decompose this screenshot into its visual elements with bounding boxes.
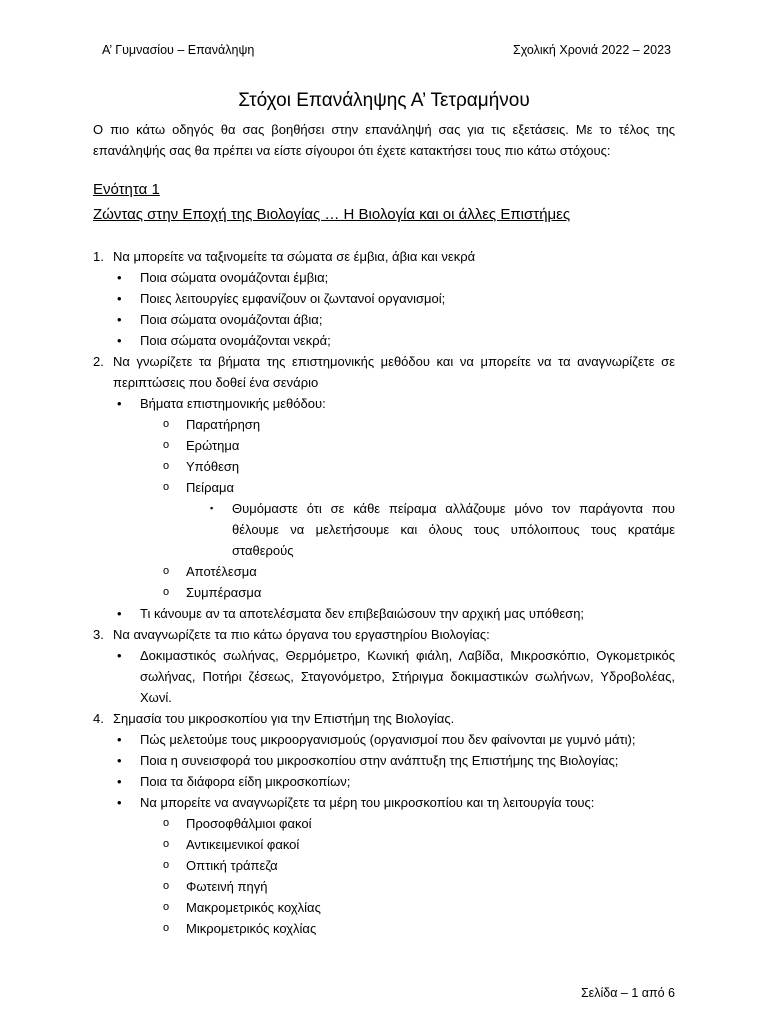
list-item — [93, 267, 675, 288]
objective-number: 2. — [93, 354, 104, 369]
circle-bullet-icon: o — [163, 481, 170, 493]
page-number: Σελίδα – 1 από 6 — [580, 986, 675, 1000]
microscope-part — [93, 897, 675, 918]
bullet-icon: • — [117, 795, 122, 810]
header-left-text: Α’ Γυμνασίου – Επανάληψη — [102, 43, 255, 57]
method-step — [93, 435, 675, 456]
objective-3 — [93, 624, 675, 645]
microscope-part-text: Προσοφθάλμιοι φακοί — [186, 816, 312, 831]
microscope-part-text: Μικρομετρικός κοχλίας — [186, 921, 317, 936]
page-header — [102, 43, 671, 61]
bullet-icon: • — [117, 774, 122, 789]
list-item-text: Ποια σώματα ονομάζονται νεκρά; — [140, 333, 331, 348]
microscope-part-text: Οπτική τράπεζα — [186, 858, 278, 873]
list-item — [93, 750, 675, 771]
objective-text: Να αναγνωρίζετε τα πιο κάτω όργανα του εργαστηρίου Βιολογίας: — [113, 627, 490, 642]
list-item — [93, 603, 675, 624]
bullet-icon: • — [117, 333, 122, 348]
circle-bullet-icon: o — [163, 901, 170, 913]
microscope-part — [93, 855, 675, 876]
bullet-icon: • — [117, 606, 122, 621]
method-step-text: Συμπέρασμα — [186, 585, 262, 600]
list-item — [93, 330, 675, 351]
method-step — [93, 414, 675, 435]
microscope-part-text: Αντικειμενικοί φακοί — [186, 837, 300, 852]
objective-text: Σημασία του μικροσκοπίου για την Επιστήμη της Βιολογίας. — [113, 711, 455, 726]
intro-paragraph: Ο πιο κάτω οδηγός θα σας βοηθήσει στην επανάληψή σας για τις εξετάσεις. Με το τέλος της επανάληψής σας θα πρέπει να είστε σίγουροι ότι έχετε κατακτήσει τους πιο κάτω στόχους: — [93, 122, 675, 158]
microscope-part — [93, 813, 675, 834]
list-item-text: Ποια η συνεισφορά του μικροσκοπίου στην ανάπτυξη της Επιστήμης της Βιολογίας; — [140, 753, 619, 768]
list-item — [93, 645, 675, 708]
bullet-icon: • — [117, 312, 122, 327]
microscope-part — [93, 918, 675, 939]
method-step-text: Παρατήρηση — [186, 417, 261, 432]
list-item — [93, 729, 675, 750]
circle-bullet-icon: o — [163, 859, 170, 871]
list-item-text: Πώς μελετούμε τους μικροοργανισμούς (οργανισμοί που δεν φαίνονται με γυμνό μάτι); — [140, 732, 636, 747]
microscope-part — [93, 876, 675, 897]
list-item-text: Ποια τα διάφορα είδη μικροσκοπίων; — [140, 774, 351, 789]
circle-bullet-icon: o — [163, 565, 170, 577]
microscope-part — [93, 834, 675, 855]
list-item — [93, 288, 675, 309]
circle-bullet-icon: o — [163, 460, 170, 472]
objective-number: 4. — [93, 711, 104, 726]
list-item — [93, 393, 675, 414]
list-item-text: Βήματα επιστημονικής μεθόδου: — [140, 396, 326, 411]
experiment-note-text: Θυμόμαστε ότι σε κάθε πείραμα αλλάζουμε μόνο τον παράγοντα που θέλουμε να μελετήσουμε και όλους τους υπόλοιπους τους κρατάμε σταθερούς — [232, 501, 675, 558]
method-step — [93, 561, 675, 582]
list-item-text: Ποια σώματα ονομάζονται έμβια; — [140, 270, 329, 285]
objective-2 — [93, 351, 675, 393]
section-label: Ενότητα 1 — [93, 181, 160, 198]
microscope-part-text: Φωτεινή πηγή — [186, 879, 268, 894]
bullet-icon: • — [117, 732, 122, 747]
circle-bullet-icon: o — [163, 922, 170, 934]
objectives-outline — [93, 246, 675, 939]
microscope-part-text: Μακρομετρικός κοχλίας — [186, 900, 321, 915]
objective-4 — [93, 708, 675, 729]
bullet-icon: • — [117, 648, 122, 663]
circle-bullet-icon: o — [163, 817, 170, 829]
method-step-text: Ερώτημα — [186, 438, 240, 453]
list-item-text: Ποιες λειτουργίες εμφανίζουν οι ζωντανοί οργανισμοί; — [140, 291, 446, 306]
circle-bullet-icon: o — [163, 586, 170, 598]
list-item-text: Να μπορείτε να αναγνωρίζετε τα μέρη του μικροσκοπίου και τη λειτουργία τους: — [140, 795, 595, 810]
objective-text: Να γνωρίζετε τα βήματα της επιστημονικής μεθόδου και να μπορείτε να τα αναγνωρίζετε σε περιπτώσεις που δοθεί ένα σενάριο — [113, 354, 675, 390]
list-item — [93, 771, 675, 792]
bullet-icon: • — [117, 291, 122, 306]
list-item-text: Δοκιμαστικός σωλήνας, Θερμόμετρο, Κωνική φιάλη, Λαβίδα, Μικροσκόπιο, Ογκομετρικός σωλήνας, Ποτήρι ζέσεως, Σταγονόμετρο, Στήριγμα δοκιμαστικών σωλήνων, Υδροβολέας, Χωνί. — [140, 648, 675, 705]
method-step — [93, 477, 675, 498]
objective-text: Να μπορείτε να ταξινομείτε τα σώματα σε έμβια, άβια και νεκρά — [113, 249, 476, 264]
method-step-text: Πείραμα — [186, 480, 234, 495]
document-title: Στόχοι Επανάληψης Α’ Τετραμήνου — [238, 90, 530, 111]
method-step-text: Αποτέλεσμα — [186, 564, 257, 579]
list-item-text: Τι κάνουμε αν τα αποτελέσματα δεν επιβεβαιώσουν την αρχική μας υπόθεση; — [140, 606, 585, 621]
objective-1 — [93, 246, 675, 267]
bullet-icon: • — [117, 753, 122, 768]
circle-bullet-icon: o — [163, 838, 170, 850]
circle-bullet-icon: o — [163, 439, 170, 451]
list-item — [93, 309, 675, 330]
bullet-icon: • — [117, 396, 122, 411]
header-right-text: Σχολική Χρονιά 2022 – 2023 — [512, 43, 671, 57]
method-step — [93, 456, 675, 477]
list-item-text: Ποια σώματα ονομάζονται άβια; — [140, 312, 323, 327]
method-step — [93, 582, 675, 603]
circle-bullet-icon: o — [163, 880, 170, 892]
list-item — [93, 792, 675, 813]
method-step-text: Υπόθεση — [186, 459, 240, 474]
bullet-icon: • — [117, 270, 122, 285]
section-title: Ζώντας στην Εποχή της Βιολογίας … Η Βιολογία και οι άλλες Επιστήμες — [93, 206, 571, 223]
experiment-note — [93, 498, 675, 561]
circle-bullet-icon: o — [163, 418, 170, 430]
square-bullet-icon: ▪ — [210, 503, 214, 513]
objective-number: 3. — [93, 627, 104, 642]
objective-number: 1. — [93, 249, 104, 264]
